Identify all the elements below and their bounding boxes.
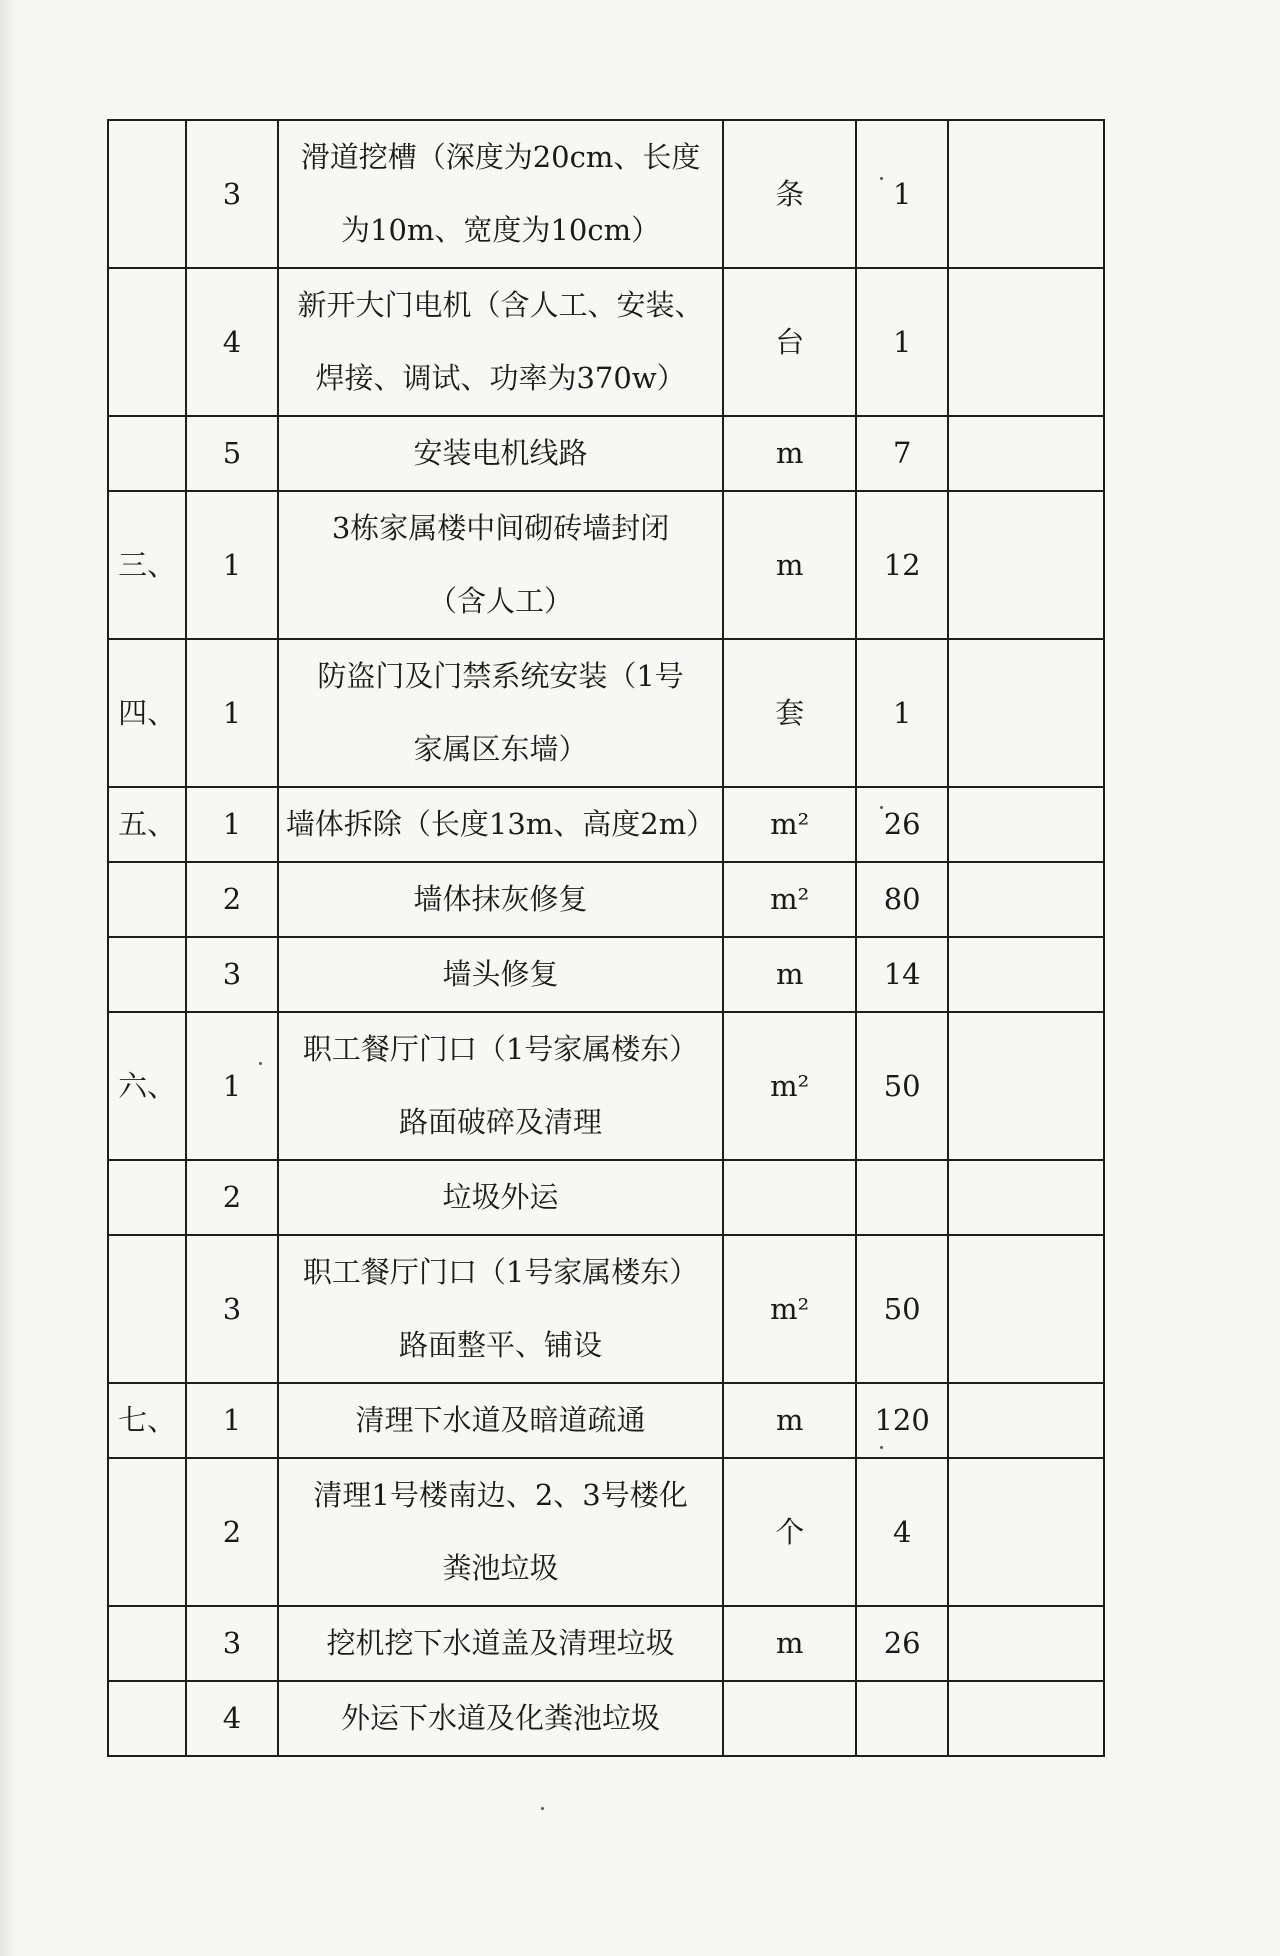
scan-speck (880, 177, 883, 180)
table-row (108, 1458, 1104, 1606)
table-row (108, 639, 1104, 787)
item-description-line: 路面整平、铺设 (399, 1328, 603, 1362)
item-description-line: 清理1号楼南边、2、3号楼化 (313, 1478, 688, 1512)
remark-cell (948, 1012, 1104, 1160)
section-number-cell (108, 1458, 186, 1606)
quantity-cell: 26 (856, 787, 948, 862)
quantity-cell: 26 (856, 1606, 948, 1681)
table-row (108, 416, 1104, 491)
page-edge-shadow (0, 0, 18, 1956)
table-row (108, 1235, 1104, 1383)
section-number-cell (108, 1606, 186, 1681)
unit-cell: m² (723, 1235, 856, 1383)
section-number-cell: 六、 (108, 1012, 186, 1160)
remark-cell (948, 1235, 1104, 1383)
item-description-line: 墙体抹灰修复 (413, 882, 588, 916)
item-description-line: 挖机挖下水道盖及清理垃圾 (326, 1626, 675, 1660)
item-description-line: 清理下水道及暗道疏通 (355, 1403, 646, 1437)
item-index-cell: 3 (186, 120, 277, 268)
remark-cell (948, 268, 1104, 416)
remark-cell (948, 416, 1104, 491)
item-description-line: 墙头修复 (442, 957, 559, 991)
quantity-cell: 120 (856, 1383, 948, 1458)
item-description-line: 职工餐厅门口（1号家属楼东） (302, 1255, 699, 1289)
table-row (108, 491, 1104, 639)
remark-cell (948, 1160, 1104, 1235)
section-number-cell (108, 416, 186, 491)
section-number-cell (108, 937, 186, 1012)
item-description-cell (278, 1012, 724, 1160)
unit-cell: m² (723, 1012, 856, 1160)
item-description-cell (278, 1606, 724, 1681)
work-items-table (107, 119, 1105, 1757)
item-index-cell: 1 (186, 787, 277, 862)
item-description-line: 职工餐厅门口（1号家属楼东） (302, 1032, 699, 1066)
table-row (108, 1606, 1104, 1681)
quantity-cell: 7 (856, 416, 948, 491)
section-number-cell: 七、 (108, 1383, 186, 1458)
item-description-line: 安装电机线路 (413, 436, 588, 470)
item-description-cell (278, 1681, 724, 1756)
scan-speck (259, 1062, 262, 1065)
section-number-cell: 四、 (108, 639, 186, 787)
table-row (108, 937, 1104, 1012)
quantity-cell: 4 (856, 1458, 948, 1606)
item-description-line: 垃圾外运 (442, 1180, 559, 1214)
remark-cell (948, 1606, 1104, 1681)
table-row (108, 787, 1104, 862)
item-description-cell (278, 937, 724, 1012)
unit-cell: m² (723, 862, 856, 937)
remark-cell (948, 937, 1104, 1012)
section-number-cell (108, 268, 186, 416)
item-description-line: 粪池垃圾 (442, 1551, 559, 1585)
item-description-line: 焊接、调试、功率为370w） (315, 361, 686, 395)
table-row (108, 268, 1104, 416)
quantity-cell: 12 (856, 491, 948, 639)
item-index-cell: 1 (186, 1383, 277, 1458)
unit-cell: m (723, 491, 856, 639)
section-number-cell (108, 1160, 186, 1235)
item-index-cell: 3 (186, 1606, 277, 1681)
unit-cell: 台 (723, 268, 856, 416)
unit-cell (723, 1681, 856, 1756)
unit-cell: 条 (723, 120, 856, 268)
table-row (108, 1160, 1104, 1235)
unit-cell: 套 (723, 639, 856, 787)
unit-cell: m (723, 1383, 856, 1458)
quantity-cell: 50 (856, 1012, 948, 1160)
quantity-cell: 1 (856, 639, 948, 787)
item-index-cell: 4 (186, 268, 277, 416)
section-number-cell (108, 1681, 186, 1756)
item-description-cell (278, 862, 724, 937)
item-description-line: 路面破碎及清理 (399, 1105, 603, 1139)
remark-cell (948, 1458, 1104, 1606)
quantity-cell: 1 (856, 268, 948, 416)
scan-speck (541, 1807, 544, 1810)
item-index-cell: 3 (186, 1235, 277, 1383)
item-description-cell (278, 491, 724, 639)
table-row (108, 1012, 1104, 1160)
item-index-cell: 2 (186, 1458, 277, 1606)
item-index-cell: 4 (186, 1681, 277, 1756)
quantity-cell (856, 1160, 948, 1235)
section-number-cell (108, 120, 186, 268)
remark-cell (948, 491, 1104, 639)
item-description-line: 墙体拆除（长度13m、高度2m） (285, 807, 716, 841)
remark-cell (948, 862, 1104, 937)
remark-cell (948, 120, 1104, 268)
item-index-cell: 1 (186, 1012, 277, 1160)
unit-cell: m (723, 1606, 856, 1681)
unit-cell: m (723, 937, 856, 1012)
item-description-cell (278, 1383, 724, 1458)
table-row (108, 1383, 1104, 1458)
item-description-line: 3栋家属楼中间砌砖墙封闭 (331, 511, 670, 545)
section-number-cell (108, 1235, 186, 1383)
item-description-cell (278, 416, 724, 491)
remark-cell (948, 1383, 1104, 1458)
item-index-cell: 3 (186, 937, 277, 1012)
section-number-cell: 五、 (108, 787, 186, 862)
item-description-line: 新开大门电机（含人工、安装、 (297, 288, 704, 322)
unit-cell: m (723, 416, 856, 491)
quantity-cell: 14 (856, 937, 948, 1012)
remark-cell (948, 639, 1104, 787)
item-description-cell (278, 787, 724, 862)
item-index-cell: 2 (186, 862, 277, 937)
item-index-cell: 2 (186, 1160, 277, 1235)
item-description-line: 为10m、宽度为10cm） (341, 213, 661, 247)
quantity-cell: 50 (856, 1235, 948, 1383)
item-description-cell (278, 1235, 724, 1383)
remark-cell (948, 1681, 1104, 1756)
quantity-cell (856, 1681, 948, 1756)
quantity-cell: 80 (856, 862, 948, 937)
scan-speck (880, 1446, 883, 1449)
quantity-cell: 1 (856, 120, 948, 268)
item-description-cell (278, 639, 724, 787)
item-description-cell (278, 268, 724, 416)
item-description-cell (278, 120, 724, 268)
section-number-cell: 三、 (108, 491, 186, 639)
table-body (108, 120, 1104, 1756)
item-index-cell: 5 (186, 416, 277, 491)
item-index-cell: 1 (186, 491, 277, 639)
scan-speck (880, 806, 883, 809)
item-description-line: （含人工） (428, 584, 574, 618)
item-description-line: 防盗门及门禁系统安装（1号 (317, 659, 684, 693)
item-description-cell (278, 1160, 724, 1235)
item-description-line: 外运下水道及化粪池垃圾 (341, 1701, 661, 1735)
table-row (108, 120, 1104, 268)
remark-cell (948, 787, 1104, 862)
unit-cell (723, 1160, 856, 1235)
item-description-cell (278, 1458, 724, 1606)
table-row (108, 1681, 1104, 1756)
section-number-cell (108, 862, 186, 937)
item-description-line: 家属区东墙） (413, 732, 588, 766)
unit-cell: m² (723, 787, 856, 862)
item-index-cell: 1 (186, 639, 277, 787)
table-row (108, 862, 1104, 937)
unit-cell: 个 (723, 1458, 856, 1606)
item-description-line: 滑道挖槽（深度为20cm、长度 (300, 140, 701, 174)
